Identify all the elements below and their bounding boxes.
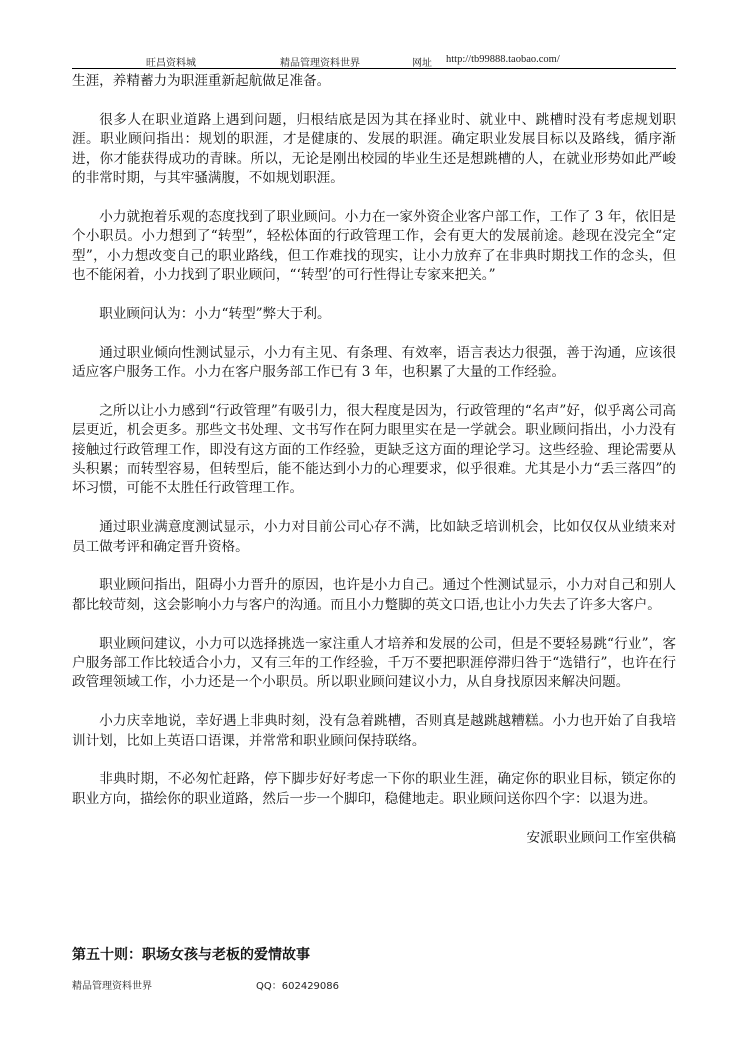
- article-body: [72, 72, 676, 848]
- footer-qq-contact: QQ：602429086: [256, 981, 340, 992]
- section-title: 第五十则：职场女孩与老板的爱情故事: [72, 947, 310, 963]
- page-header: [72, 50, 676, 69]
- paragraph: 通过职业满意度测试显示，小力对目前公司心存不满，比如缺乏培训机会，比如仅仅从业绩来对员工做考评和确定晋升资格。: [72, 519, 676, 555]
- paragraph: 通过职业倾向性测试显示，小力有主见、有条理、有效率，语言表达力很强，善于沟通，应该很适应客户服务工作。小力在客户服务部工作已有 3 年，也积累了大量的工作经验。: [72, 344, 676, 381]
- footer-site-name: 精品管理资料世界: [72, 981, 152, 992]
- paragraph: 职业顾问指出，阻碍小力晋升的原因，也许是小力自己。通过个性测试显示，小力对自己和别人都比较苛刻，这会影响小力与客户的沟通。而且小力蹩脚的英文口语,也让小力失去了许多大客户。: [72, 577, 676, 613]
- paragraph: 之所以让小力感到“行政管理”有吸引力，很大程度是因为，行政管理的“名声”好，似乎离公司高层更近，机会更多。那些文书处理、文书写作在阿力眼里实在是一学就会。职业顾问指出，小力没有接触过行政管理工作，即没有这方面的工作经验，更缺乏这方面的理论学习。这些经验、理论需要从头积累；而转型容易，但转型后，能不能达到小力的心理要求，似乎很难。尤其是小力“丢三落四”的坏习惯，可能不太胜任行政管理工作。: [72, 402, 676, 497]
- paragraph-continuation: 生涯，养精蓄力为职涯重新起航做足准备。: [72, 73, 331, 89]
- paragraph: 职业顾问建议，小力可以选择挑选一家注重人才培养和发展的公司，但是不要轻易跳“行业”，客户服务部工作比较适合小力，又有三年的工作经验，千万不要把职涯停滞归咎于“选错行”，也许在行政管理领域工作，小力还是一个小职员。所以职业顾问建议小力，从自身找原因来解决问题。: [72, 635, 676, 691]
- header-url-link[interactable]: http://tb99888.taobao.com/: [446, 54, 560, 65]
- paragraph: 很多人在职业道路上遇到问题，归根结底是因为其在择业时、就业中、跳槽时没有考虑规划职涯。职业顾问指出：规划的职涯，才是健康的、发展的职涯。确定职业发展目标以及路线，循序渐进，你才能获得成功的青睐。所以，无论是刚出校园的毕业生还是想跳槽的人，在就业形势如此严峻的非常时期，与其牢骚满腹，不如规划职涯。: [72, 111, 676, 187]
- header-url-label: 网址: [412, 58, 432, 69]
- header-site-subtitle: 精品管理资料世界: [280, 58, 360, 69]
- header-site-name: 旺昌资料城: [146, 58, 196, 69]
- paragraph: 职业顾问认为：小力“转型”弊大于利。: [99, 305, 331, 322]
- paragraph: 小力庆幸地说，幸好遇上非典时刻，没有急着跳槽，否则真是越跳越糟糕。小力也开始了自我培训计划，比如上英语口语课，并常常和职业顾问保持联络。: [72, 713, 676, 749]
- paragraph: 非典时期，不必匆忙赶路，停下脚步好好考虑一下你的职业生涯，确定你的职业目标，锁定你的职业方向，描绘你的职业道路，然后一步一个脚印，稳健地走。职业顾问送你四个字：以退为进。: [72, 771, 676, 807]
- paragraph: 小力就抱着乐观的态度找到了职业顾问。小力在一家外资企业客户部工作，工作了 3 年，依旧是个小职员。小力想到了“转型”，轻松体面的行政管理工作，会有更大的发展前途。趁现在没完全“定型”，小力想改变自己的职业路线，但工作难找的现实，让小力放弃了在非典时期找工作的念头，但也不能闲着，小力找到了职业顾问，“‘转型’的可行性得让专家来把关。”: [72, 208, 676, 284]
- article-signature: 安派职业顾问工作室供稿: [526, 829, 676, 846]
